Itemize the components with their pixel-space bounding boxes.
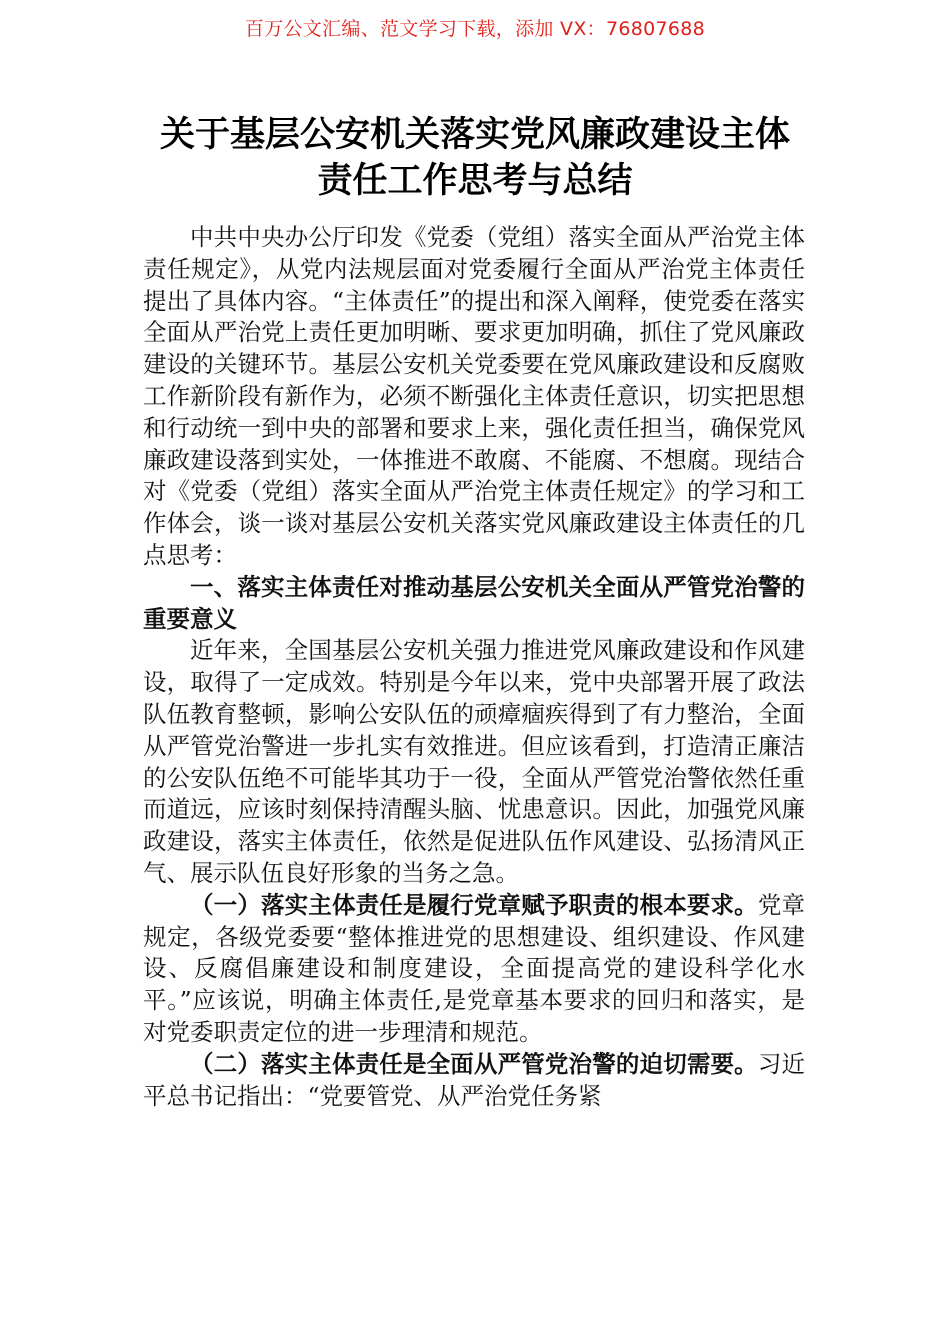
point-2-text: 习近平总书记指出：“党要管党、从严治党任务紧: [143, 1049, 806, 1110]
point-1-text: 党章规定，各级党委要“整体推进党的思想建设、组织建设、作风建设、反腐倡廉建设和制度建设，全面提高党的建设科学化水平。”应该说，明确主体责任,是党章基本要求的回归和落实，是对党委职责定位的进一步理清和规范。: [143, 890, 806, 1046]
document-title-line-1: 关于基层公安机关落实党风廉政建设主体: [159, 114, 790, 155]
document-body: [143, 222, 805, 1112]
promo-banner: 百万公文汇编、范文学习下载，添加 VX：76807688: [244, 18, 706, 40]
document-title-line-2: 责任工作思考与总结: [317, 160, 633, 201]
intro-paragraph: 中共中央办公厅印发《党委（党组）落实全面从严治党主体责任规定》，从党内法规层面对党委履行全面从严治党主体责任提出了具体内容。“主体责任”的提出和深入阐释，使党委在落实全面从严治党上责任更加明晰、要求更加明确，抓住了党风廉政建设的关键环节。基层公安机关党委要在党风廉政建设和反腐败工作新阶段有新作为，必须不断强化主体责任意识，切实把思想和行动统一到中央的部署和要求上来，强化责任担当，确保党风廉政建设落到实处，一体推进不敢腐、不能腐、不想腐。现结合对《党委（党组）落实全面从严治党主体责任规定》的学习和工作体会，谈一谈对基层公安机关落实党风廉政建设主体责任的几点思考：: [143, 223, 805, 569]
point-1-paragraph: [143, 890, 805, 1049]
section-heading-1: 一、落实主体责任对推动基层公安机关全面从严管党治警的重要意义: [143, 572, 805, 633]
point-2-lead: （二）落实主体责任是全面从严管党治警的迫切需要。: [190, 1049, 758, 1078]
point-2-paragraph: [143, 1049, 805, 1113]
section-1-paragraph: 近年来，全国基层公安机关强力推进党风廉政建设和作风建设，取得了一定成效。特别是今年以来，党中央部署开展了政法队伍教育整顿，影响公安队伍的顽瘴痼疾得到了有力整治，全面从严管党治警进一步扎实有效推进。但应该看到，打造清正廉洁的公安队伍绝不可能毕其功于一役，全面从严管党治警依然任重而道远，应该时刻保持清醒头脑、忧患意识。因此，加强党风廉政建设，落实主体责任，依然是促进队伍作风建设、弘扬清风正气、展示队伍良好形象的当务之急。: [143, 636, 805, 887]
point-1-lead: （一）落实主体责任是履行党章赋予职责的根本要求。: [190, 890, 758, 919]
